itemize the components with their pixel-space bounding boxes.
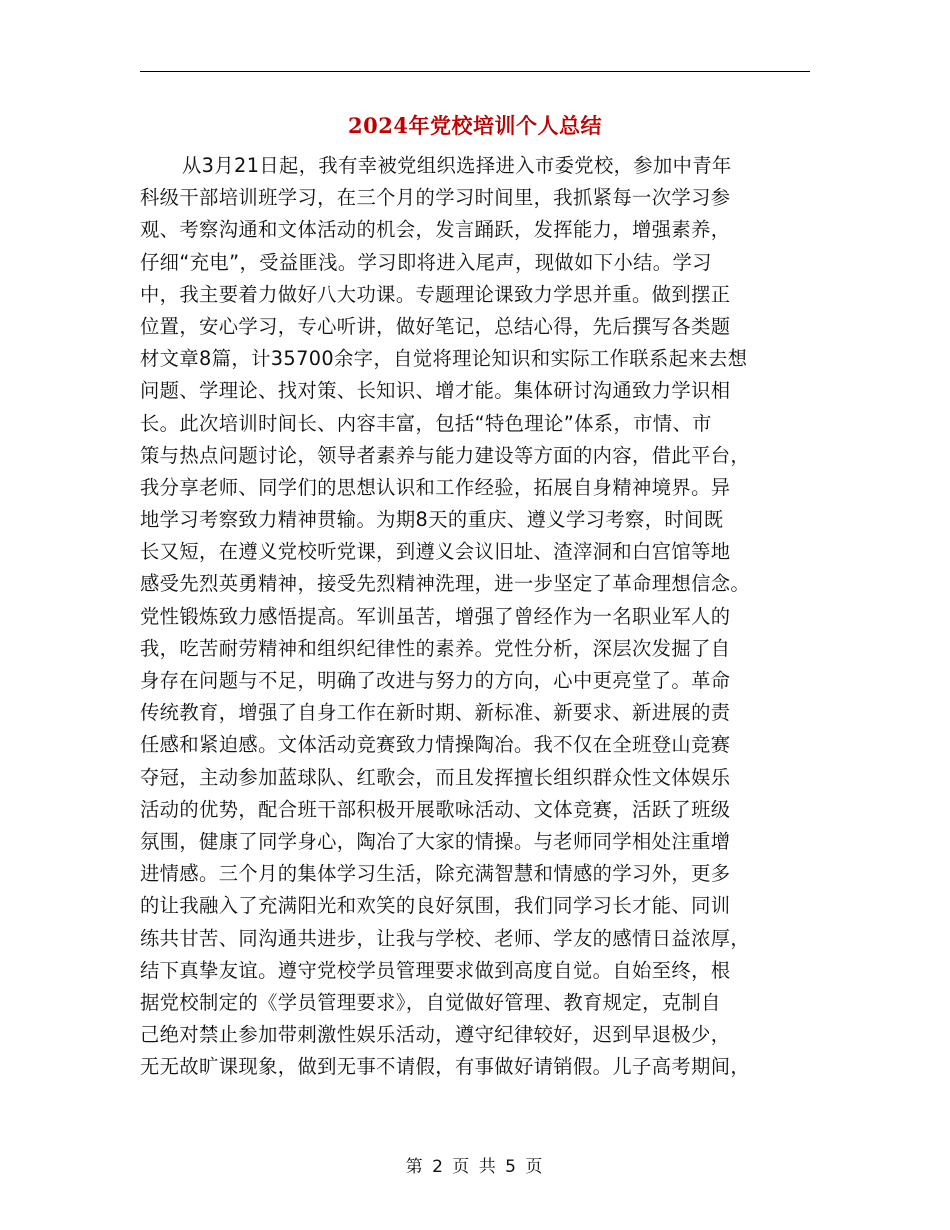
body-line: 我分享老师、同学们的思想认识和工作经验，拓展自身精神境界。异: [140, 475, 731, 499]
body-line: 科级干部培训班学习，在三个月的学习时间里，我抓紧每一次学习参: [140, 186, 731, 210]
document-title: 2024年党校培训个人总结: [348, 113, 602, 138]
body-line: 策与热点问题讨论，领导者素养与能力建设等方面的内容，借此平台，: [140, 443, 751, 467]
body-line: 练共甘苦、同沟通共进步，让我与学校、老师、学友的感情日益浓厚，: [140, 926, 751, 950]
document-body: [140, 150, 810, 1083]
body-line: 己绝对禁止参加带刺激性娱乐活动，遵守纪律较好，迟到早退极少，: [140, 1023, 731, 1047]
body-line: 结下真挚友谊。遵守党校学员管理要求做到高度自觉。自始至终，根: [140, 958, 731, 982]
body-line: 观、考察沟通和文体活动的机会，发言踊跃，发挥能力，增强素养，: [140, 218, 731, 242]
body-line: 地学习考察致力精神贯输。为期8天的重庆、遵义学习考察，时间既: [140, 508, 724, 532]
body-line: 材文章8篇，计35700余字，自觉将理论知识和实际工作联系起来去想: [140, 347, 748, 371]
body-line: 身存在问题与不足，明确了改进与努力的方向，心中更亮堂了。革命: [140, 669, 731, 692]
body-line: 氛围，健康了同学身心，陶冶了大家的情操。与老师同学相处注重增: [140, 829, 731, 853]
body-line: 无无故旷课现象，做到无事不请假，有事做好请销假。儿子高考期间，: [140, 1055, 751, 1079]
body-line: 长又短，在遵义党校听党课，到遵义会议旧址、渣滓洞和白宫馆等地: [140, 540, 731, 564]
body-line: 传统教育，增强了自身工作在新时期、新标准、新要求、新进展的责: [140, 701, 731, 725]
body-line: 的让我融入了充满阳光和欢笑的良好氛围，我们同学习长才能、同训: [140, 894, 731, 918]
body-line: 感受先烈英勇精神，接受先烈精神洗理，进一步坚定了革命理想信念。: [140, 572, 751, 596]
body-line: 据党校制定的《学员管理要求》，自觉做好管理、教育规定，克制自: [140, 990, 721, 1014]
body-line: 活动的优势，配合班干部积极开展歌咏活动、文体竞赛，活跃了班级: [140, 797, 731, 821]
body-line: 中，我主要着力做好八大功课。专题理论课致力学思并重。做到摆正: [140, 282, 731, 306]
body-line: 从3月21日起，我有幸被党组织选择进入市委党校，参加中青年: [182, 154, 732, 177]
body-line: 问题、学理论、找对策、长知识、增才能。集体研讨沟通致力学识相: [140, 379, 731, 403]
body-line: 长。此次培训时间长、内容丰富，包括“特色理论”体系，市情、市: [140, 411, 712, 435]
body-line: 我，吃苦耐劳精神和组织纪律性的素养。党性分析，深层次发掘了自: [140, 636, 731, 660]
page-number: 第 2 页 共 5 页: [405, 1157, 545, 1177]
body-line: 党性锻炼致力感悟提高。军训虽苦，增强了曾经作为一名职业军人的: [140, 604, 731, 628]
body-line: 任感和紧迫感。文体活动竞赛致力情操陶冶。我不仅在全班登山竞赛: [140, 733, 731, 757]
body-line: 仔细“充电”，受益匪浅。学习即将进入尾声，现做如下小结。学习: [140, 250, 712, 274]
body-line: 位置，安心学习，专心听讲，做好笔记，总结心得，先后撰写各类题: [140, 314, 731, 338]
body-line: 进情感。三个月的集体学习生活，除充满智慧和情感的学习外，更多: [140, 862, 731, 886]
body-line: 夺冠，主动参加蓝球队、红歌会，而且发挥擅长组织群众性文体娱乐: [140, 765, 731, 789]
header-rule: [140, 71, 810, 72]
